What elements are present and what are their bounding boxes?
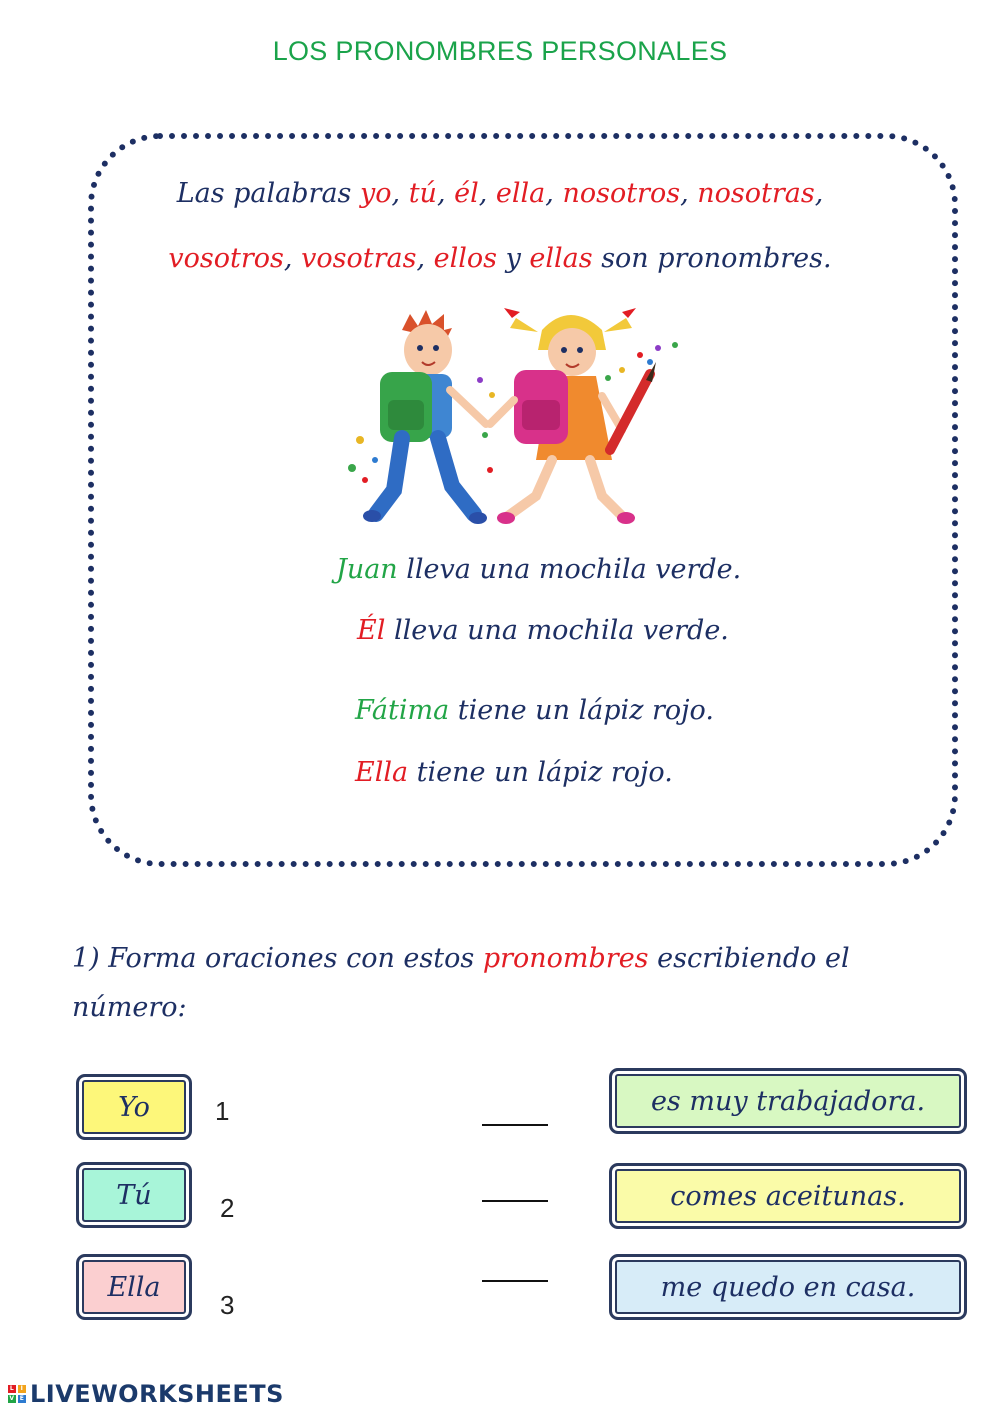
- answer-blank-2[interactable]: [482, 1200, 548, 1202]
- pronoun-card-tu[interactable]: Tú: [76, 1162, 192, 1228]
- boy-figure: [363, 310, 487, 524]
- example-2-rest: lleva una mochila verde.: [385, 615, 729, 646]
- intro-line1-segment: nosotros: [562, 178, 681, 209]
- intro-line2-segment: ,: [283, 243, 302, 274]
- example-4-rest: tiene un lápiz rojo.: [408, 757, 673, 788]
- intro-line2-segment: ,: [416, 243, 434, 274]
- exercise-instruction-line-2: número:: [72, 992, 187, 1023]
- intro-line1-segment: ,: [545, 178, 563, 209]
- logo-letter-l: L: [9, 1385, 15, 1392]
- intro-line1-segment: yo: [360, 178, 392, 209]
- intro-line1-segment: ,: [814, 178, 824, 209]
- logo-letter-v: V: [9, 1395, 15, 1402]
- intro-line2-segment: vosotras: [301, 243, 417, 274]
- exercise-highlight: pronombres: [482, 943, 649, 974]
- intro-line2-segment: son pronombres.: [592, 243, 832, 274]
- footer-brand-text: LIVEWORKSHEETS: [30, 1380, 284, 1408]
- example-1-rest: lleva una mochila verde.: [397, 554, 742, 585]
- exercise-instruction: [72, 943, 850, 974]
- example-3-rest: tiene un lápiz rojo.: [449, 695, 714, 726]
- intro-line1-segment: ,: [436, 178, 455, 209]
- pronoun-number-1: 1: [215, 1096, 230, 1126]
- example-4: [355, 757, 673, 788]
- intro-line1-segment: Las palabras: [176, 178, 360, 209]
- answer-blank-1[interactable]: [482, 1124, 548, 1126]
- page-title: LOS PRONOMBRES PERSONALES: [272, 36, 728, 66]
- intro-line1-segment: él: [454, 178, 479, 209]
- exercise-suffix: escribiendo el: [648, 943, 850, 974]
- footer-brand[interactable]: [8, 1380, 284, 1408]
- intro-line1-segment: ,: [478, 178, 496, 209]
- sentence-card-1: es muy trabajadora.: [609, 1068, 967, 1134]
- intro-line1-segment: ,: [391, 178, 409, 209]
- intro-line-1: [0, 178, 1000, 209]
- logo-letter-i: I: [18, 1385, 26, 1393]
- children-illustration: [340, 300, 690, 532]
- sentence-card-2: comes aceitunas.: [609, 1163, 967, 1229]
- example-3-subject: Fátima: [355, 695, 450, 726]
- sentence-card-3: me quedo en casa.: [609, 1254, 967, 1320]
- example-1-subject: Juan: [336, 554, 398, 585]
- girl-figure: [490, 308, 656, 524]
- example-1: [336, 554, 741, 585]
- intro-line1-segment: nosotras: [697, 178, 815, 209]
- intro-line2-segment: vosotros: [168, 243, 284, 274]
- example-2: [357, 615, 729, 646]
- pronoun-card-yo[interactable]: Yo: [76, 1074, 192, 1140]
- exercise-prefix: 1) Forma oraciones con estos: [72, 943, 483, 974]
- pronoun-card-ella[interactable]: Ella: [76, 1254, 192, 1320]
- example-4-subject: Ella: [355, 757, 409, 788]
- intro-line2-segment: ellas: [529, 243, 593, 274]
- pronoun-number-2: 2: [220, 1193, 235, 1223]
- intro-line-2: [0, 243, 1000, 274]
- example-3: [355, 695, 714, 726]
- intro-line1-segment: tú: [408, 178, 437, 209]
- answer-blank-3[interactable]: [482, 1280, 548, 1282]
- pronoun-number-3: 3: [220, 1290, 235, 1320]
- intro-line1-segment: ella: [495, 178, 546, 209]
- example-2-subject: Él: [357, 615, 386, 646]
- intro-line2-segment: y: [496, 243, 530, 274]
- intro-line1-segment: ,: [680, 178, 698, 209]
- liveworksheets-logo-icon: [8, 1385, 26, 1403]
- logo-letter-e: E: [19, 1395, 25, 1402]
- intro-line2-segment: ellos: [433, 243, 497, 274]
